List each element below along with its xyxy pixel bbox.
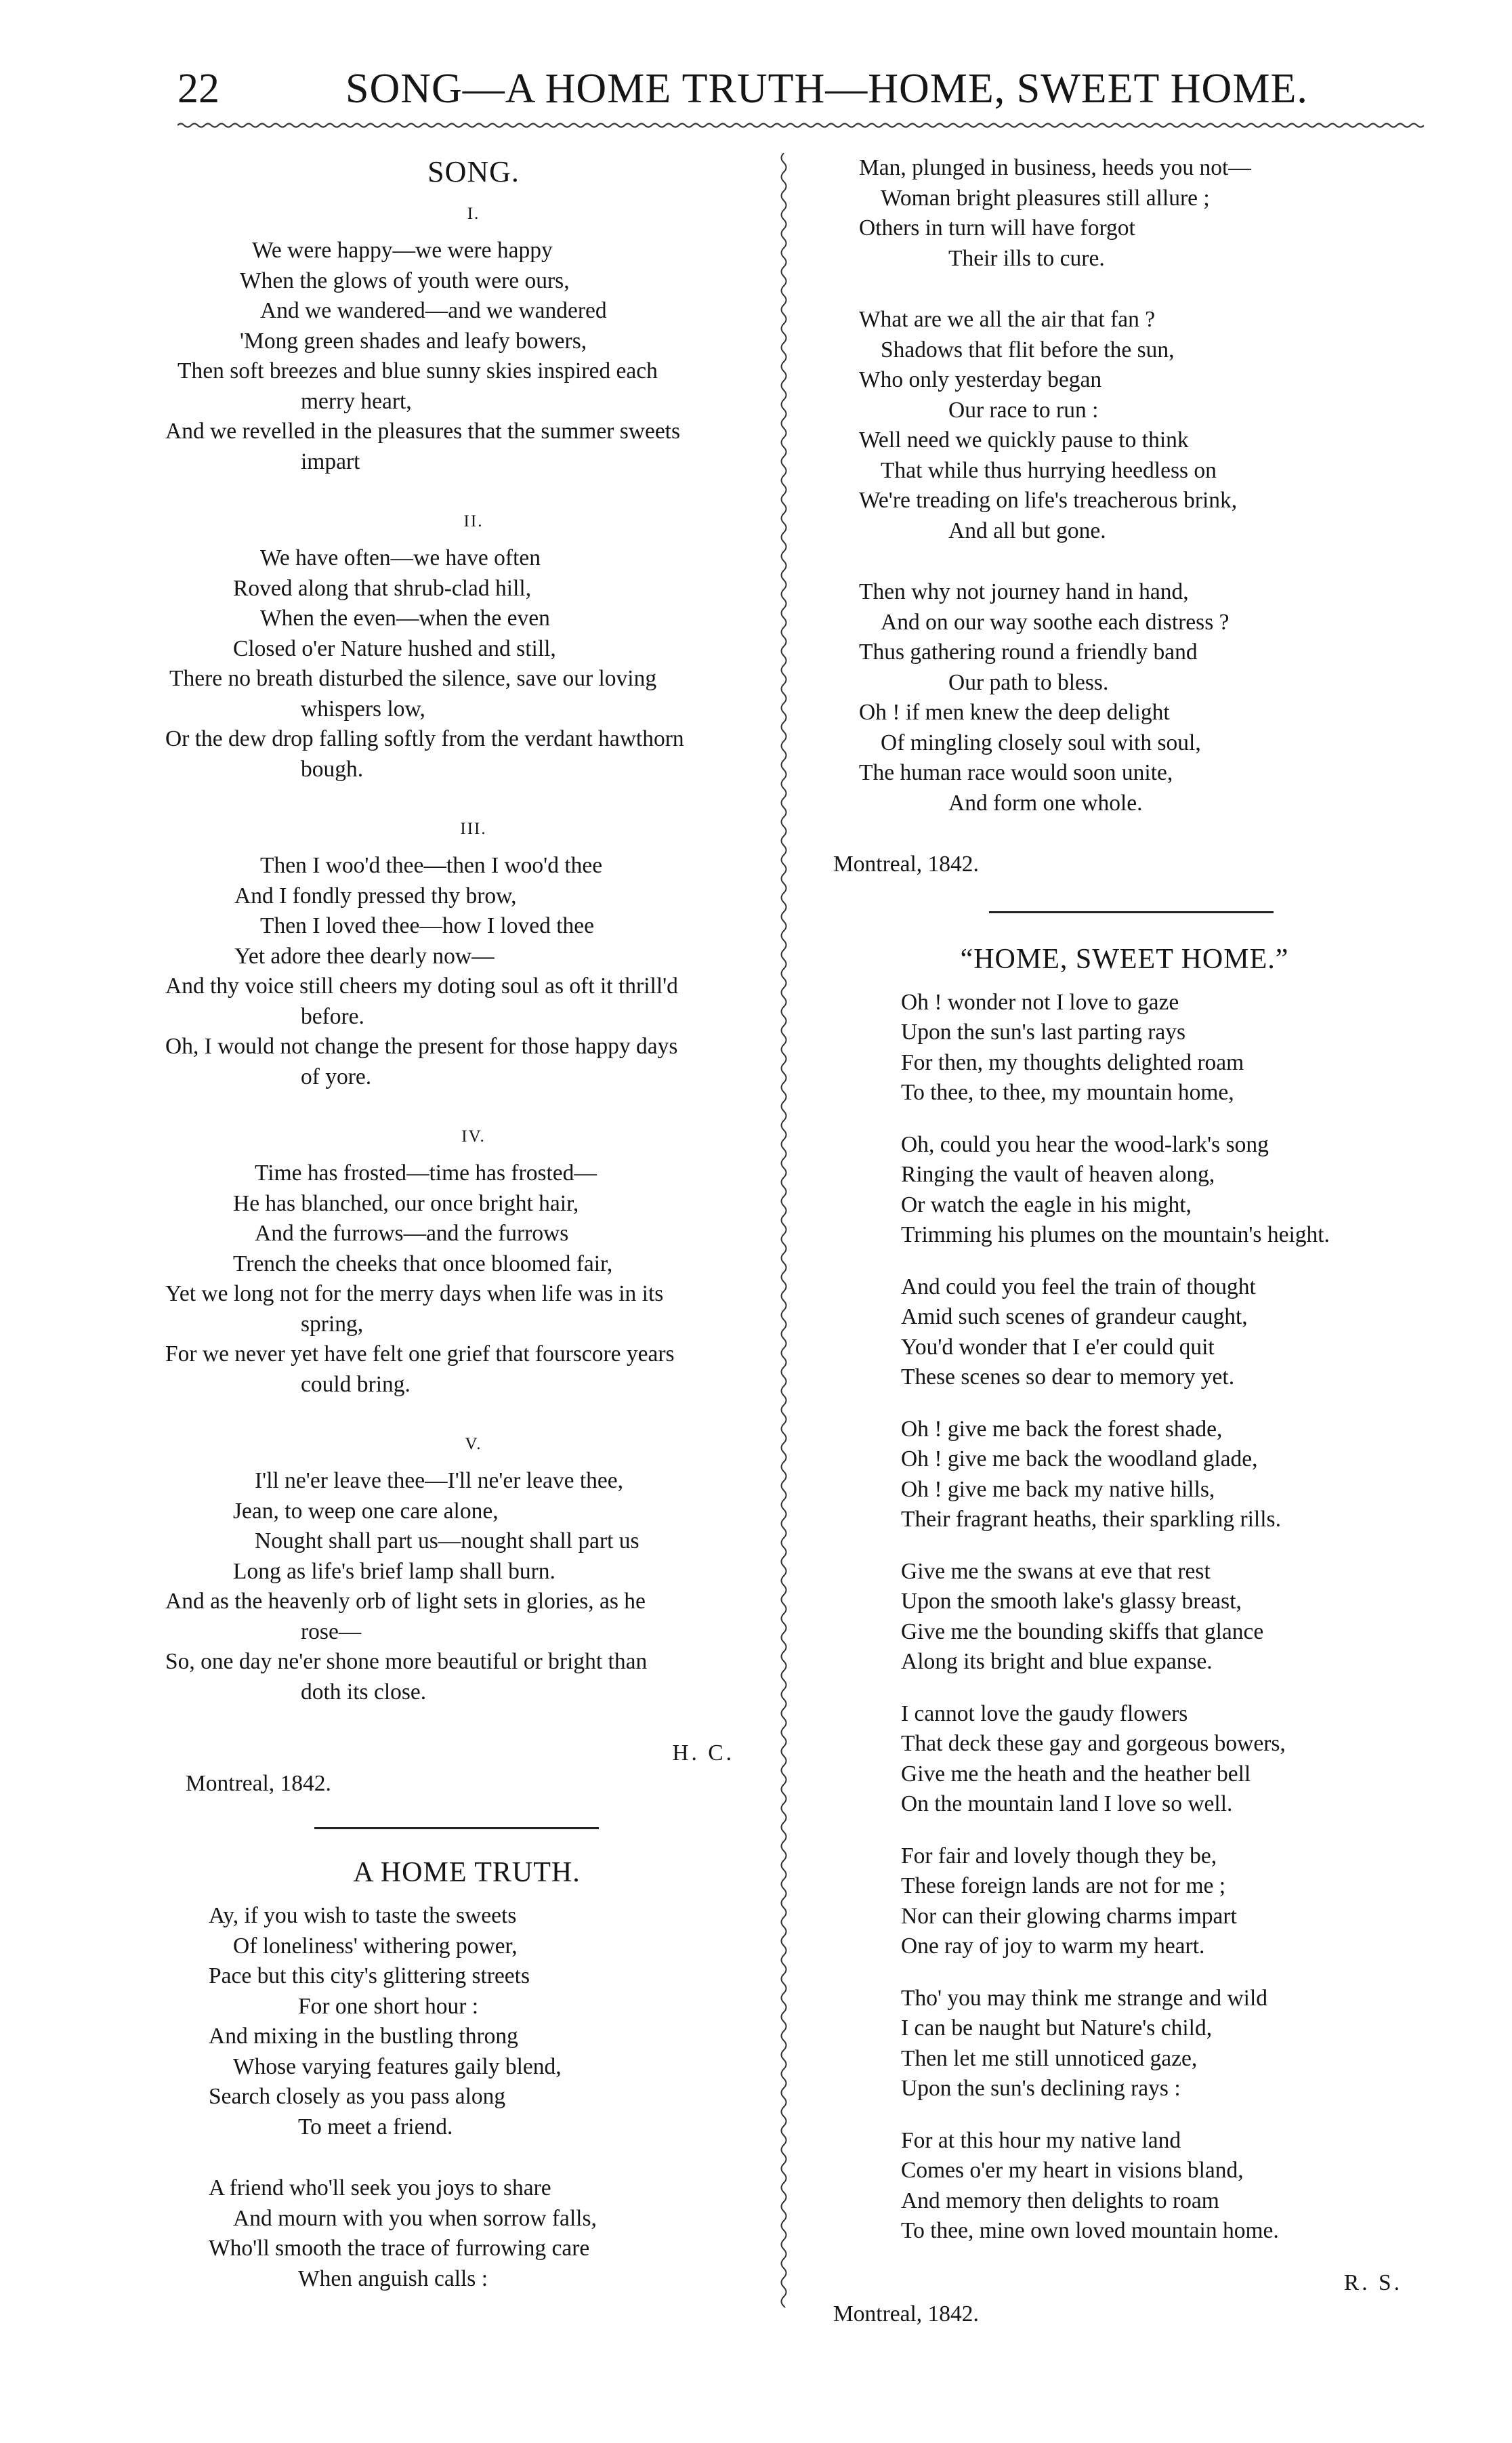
poem-line: For then, my thoughts delighted roam <box>901 1049 1244 1075</box>
running-header: SONG—A HOME TRUTH—HOME, SWEET HOME. <box>345 66 1308 112</box>
stanza <box>165 201 782 477</box>
home-truth-body <box>165 1901 782 2294</box>
poem-line: Oh ! give me back my native hills, <box>901 1476 1215 1502</box>
poem-line: One ray of joy to warm my heart. <box>901 1934 1205 1959</box>
poem-line: rose— <box>301 1619 362 1644</box>
poem-line: I can be naught but Nature's child, <box>901 2016 1213 2041</box>
poem-line: To meet a friend. <box>298 2114 453 2139</box>
poem-line: And mourn with you when sorrow falls, <box>233 2205 597 2231</box>
poem-line: Nor can their glowing charms impart <box>901 1903 1237 1929</box>
section-rule <box>989 911 1274 913</box>
poem-line: Their ills to cure. <box>948 245 1105 271</box>
poem-line: For at this hour my native land <box>901 2127 1181 2153</box>
poem-line: Then I woo'd thee—then I woo'd thee <box>260 853 603 878</box>
poem-line: These scenes so dear to memory yet. <box>901 1364 1235 1390</box>
poem-line: And mixing in the bustling throng <box>209 2024 518 2049</box>
poem-line: Yet we long not for the merry days when life was in its <box>165 1281 664 1306</box>
poem-line: Our race to run : <box>948 397 1099 423</box>
stanza-numeral: IV. <box>461 1127 486 1146</box>
poem-line: Along its bright and blue expanse. <box>901 1649 1213 1674</box>
poem-line: Who'll smooth the trace of furrowing care <box>209 2236 590 2261</box>
poem-line: I'll ne'er leave thee—I'll ne'er leave thee, <box>255 1468 624 1493</box>
left-column <box>165 153 782 2325</box>
poem-line: To thee, to thee, my mountain home, <box>901 1080 1234 1105</box>
poem-line: Whose varying features gaily blend, <box>233 2053 562 2079</box>
poem-line: Shadows that flit before the sun, <box>881 337 1175 362</box>
poem-line: I cannot love the gaudy flowers <box>901 1700 1188 1726</box>
song-place-date: Montreal, 1842. <box>186 1770 331 1796</box>
poem-line: The human race would soon unite, <box>859 760 1173 785</box>
poem-line: Upon the smooth lake's glassy breast, <box>901 1589 1242 1614</box>
poem-line: What are we all the air that fan ? <box>859 307 1156 332</box>
poem-line: whispers low, <box>301 696 425 722</box>
poem-line: Woman bright pleasures still allure ; <box>881 185 1210 211</box>
poem-line: When the even—when the even <box>260 606 550 631</box>
poem-title-home-truth: A HOME TRUTH. <box>353 1857 581 1888</box>
poem-line: When anguish calls : <box>298 2265 488 2291</box>
poem-line: Trimming his plumes on the mountain's height. <box>901 1222 1330 1247</box>
poem-line: Then let me still unnoticed gaze, <box>901 2045 1198 2071</box>
poem-line: Who only yesterday began <box>859 367 1102 392</box>
poem-line: Man, plunged in business, heeds you not— <box>859 155 1251 180</box>
poem-line: And we wandered—and we wandered <box>260 298 607 323</box>
poem-line: You'd wonder that I e'er could quit <box>901 1334 1215 1360</box>
poem-line: Upon the sun's last parting rays <box>901 1020 1186 1045</box>
stanza-numeral: II. <box>463 512 484 530</box>
poem-line: Amid such scenes of grandeur caught, <box>901 1304 1248 1329</box>
poem-line: Give me the bounding skiffs that glance <box>901 1619 1264 1644</box>
poem-line: Of mingling closely soul with soul, <box>881 730 1201 755</box>
poem-line: For fair and lovely though they be, <box>901 1843 1217 1868</box>
poem-line: Or watch the eagle in his might, <box>901 1192 1192 1217</box>
poem-line: merry heart, <box>301 388 412 414</box>
stanza <box>901 988 1429 1108</box>
poem-line: We were happy—we were happy <box>252 238 553 263</box>
poem-line: Well need we quickly pause to think <box>859 427 1189 453</box>
poem-line: We're treading on life's treacherous brink, <box>859 488 1238 513</box>
poem-line: He has blanched, our once bright hair, <box>233 1190 579 1216</box>
poem-line: 'Mong green shades and leafy bowers, <box>240 328 587 354</box>
stanza <box>901 2126 1429 2247</box>
poem-line: Trench the cheeks that once bloomed fair, <box>233 1251 613 1276</box>
poem-line: Their fragrant heaths, their sparkling rills. <box>901 1507 1281 1532</box>
stanza <box>901 1557 1429 1677</box>
song-body <box>165 201 782 1707</box>
stanza <box>901 1841 1429 1962</box>
poem-line: Or the dew drop falling softly from the verdant hawthorn <box>165 726 684 751</box>
poem-line: These foreign lands are not for me ; <box>901 1873 1226 1898</box>
poem-line: Then I loved thee—how I loved thee <box>260 913 595 938</box>
poem-line: That while thus hurrying heedless on <box>881 457 1217 483</box>
poem-line: could bring. <box>301 1371 411 1397</box>
poem-line: We have often—we have often <box>260 545 541 570</box>
poem-line: Oh, could you hear the wood-lark's song <box>901 1131 1269 1157</box>
poem-line: Tho' you may think me strange and wild <box>901 1985 1268 2011</box>
poem-line: On the mountain land I love so well. <box>901 1791 1233 1816</box>
poem-line: Oh ! give me back the woodland glade, <box>901 1446 1258 1471</box>
stanza <box>833 577 1429 818</box>
poem-line: Jean, to weep one care alone, <box>233 1498 499 1524</box>
poem-line: of yore. <box>301 1064 372 1089</box>
poem-line: And memory then delights to roam <box>901 2188 1219 2213</box>
stanza <box>901 1699 1429 1820</box>
section-rule <box>314 1827 599 1829</box>
poem-line: And thy voice still cheers my doting soul as oft it thrill'd <box>165 974 678 999</box>
poem-line: For one short hour : <box>298 1993 479 2019</box>
poem-line: Of loneliness' withering power, <box>233 1933 518 1959</box>
poem-line: Search closely as you pass along <box>209 2084 506 2109</box>
poem-line: So, one day ne'er shone more beautiful or bright than <box>165 1649 648 1674</box>
poem-line: Give me the swans at eve that rest <box>901 1558 1211 1584</box>
poem-line: Others in turn will have forgot <box>859 215 1135 241</box>
poem-line: impart <box>301 448 360 474</box>
stanza <box>833 153 1429 274</box>
stanza <box>165 508 782 785</box>
poem-line: before. <box>301 1003 364 1029</box>
poem-line: Long as life's brief lamp shall burn. <box>233 1558 555 1584</box>
poem-line: Roved along that shrub-clad hill, <box>233 575 532 601</box>
poem-line: To thee, mine own loved mountain home. <box>901 2218 1279 2243</box>
stanza <box>165 1431 782 1707</box>
stanza <box>901 1984 1429 2104</box>
poem-line: That deck these gay and gorgeous bowers, <box>901 1731 1286 1756</box>
poem-line: Oh ! if men knew the deep delight <box>859 700 1170 725</box>
poem-line: Ringing the vault of heaven along, <box>901 1162 1215 1187</box>
song-signature: H. C. <box>672 1740 734 1766</box>
poem-line: Then why not journey hand in hand, <box>859 579 1189 604</box>
right-column <box>833 153 1429 2330</box>
poem-line: And as the heavenly orb of light sets in glories, as he <box>165 1589 646 1614</box>
poem-title-song: SONG. <box>427 155 520 188</box>
poem-line: Oh ! wonder not I love to gaze <box>901 989 1179 1015</box>
poem-line: And I fondly pressed thy brow, <box>234 883 517 909</box>
poem-line: Yet adore thee dearly now— <box>234 943 495 969</box>
poem-line: Ay, if you wish to taste the sweets <box>209 1903 517 1928</box>
stanza <box>901 1415 1429 1535</box>
poem-line: Upon the sun's declining rays : <box>901 2076 1181 2101</box>
poem-line: Time has frosted—time has frosted— <box>255 1161 597 1186</box>
stanza-numeral: III. <box>460 820 487 838</box>
poem-line: Pace but this city's glittering streets <box>209 1963 530 1988</box>
poem-line: doth its close. <box>301 1679 427 1705</box>
poem-line: spring, <box>301 1311 364 1337</box>
poem-line: And all but gone. <box>948 518 1106 543</box>
poem-line: For we never yet have felt one grief that fourscore years <box>165 1341 675 1366</box>
home-sweet-home-place-date: Montreal, 1842. <box>833 2301 979 2326</box>
poem-line: There no breath disturbed the silence, save our loving <box>169 666 657 691</box>
stanza <box>901 1272 1429 1393</box>
poem-line: Oh ! give me back the forest shade, <box>901 1416 1223 1442</box>
poem-line: And on our way soothe each distress ? <box>881 609 1230 635</box>
stanza <box>901 1130 1429 1251</box>
poem-line: Closed o'er Nature hushed and still, <box>233 635 556 661</box>
poem-line: When the glows of youth were ours, <box>240 268 570 293</box>
stanza <box>833 305 1429 546</box>
poem-title-home-sweet-home: “HOME, SWEET HOME.” <box>960 943 1289 975</box>
poem-line: Nought shall part us—nought shall part us <box>255 1528 639 1553</box>
poem-line: Comes o'er my heart in visions bland, <box>901 2158 1244 2183</box>
stanza-numeral: V. <box>465 1435 482 1453</box>
stanza <box>165 2173 782 2294</box>
poem-line: bough. <box>301 756 364 782</box>
poem-line: And form one whole. <box>948 790 1143 816</box>
poem-line: Oh, I would not change the present for those happy days <box>165 1034 678 1059</box>
poem-line: A friend who'll seek you joys to share <box>209 2175 551 2200</box>
home-truth-continued <box>833 153 1429 818</box>
home-sweet-home-body <box>833 988 1429 2247</box>
wavy-header-rule <box>177 121 1424 130</box>
page-number: 22 <box>177 66 219 112</box>
poem-line: And could you feel the train of thought <box>901 1274 1256 1299</box>
poem-line: And the furrows—and the furrows <box>255 1221 569 1246</box>
poem-line: Then soft breezes and blue sunny skies inspired each <box>177 358 658 383</box>
poem-line: Give me the heath and the heather bell <box>901 1761 1251 1787</box>
poem-line: Thus gathering round a friendly band <box>859 640 1198 665</box>
stanza <box>165 816 782 1092</box>
poem-line: Our path to bless. <box>948 669 1109 695</box>
home-truth-place-date: Montreal, 1842. <box>833 852 979 877</box>
stanza-numeral: I. <box>467 205 480 223</box>
stanza <box>165 1123 782 1400</box>
home-sweet-home-signature: R. S. <box>1343 2270 1402 2295</box>
poem-line: And we revelled in the pleasures that the summer sweets <box>165 419 681 444</box>
stanza <box>165 1901 782 2142</box>
